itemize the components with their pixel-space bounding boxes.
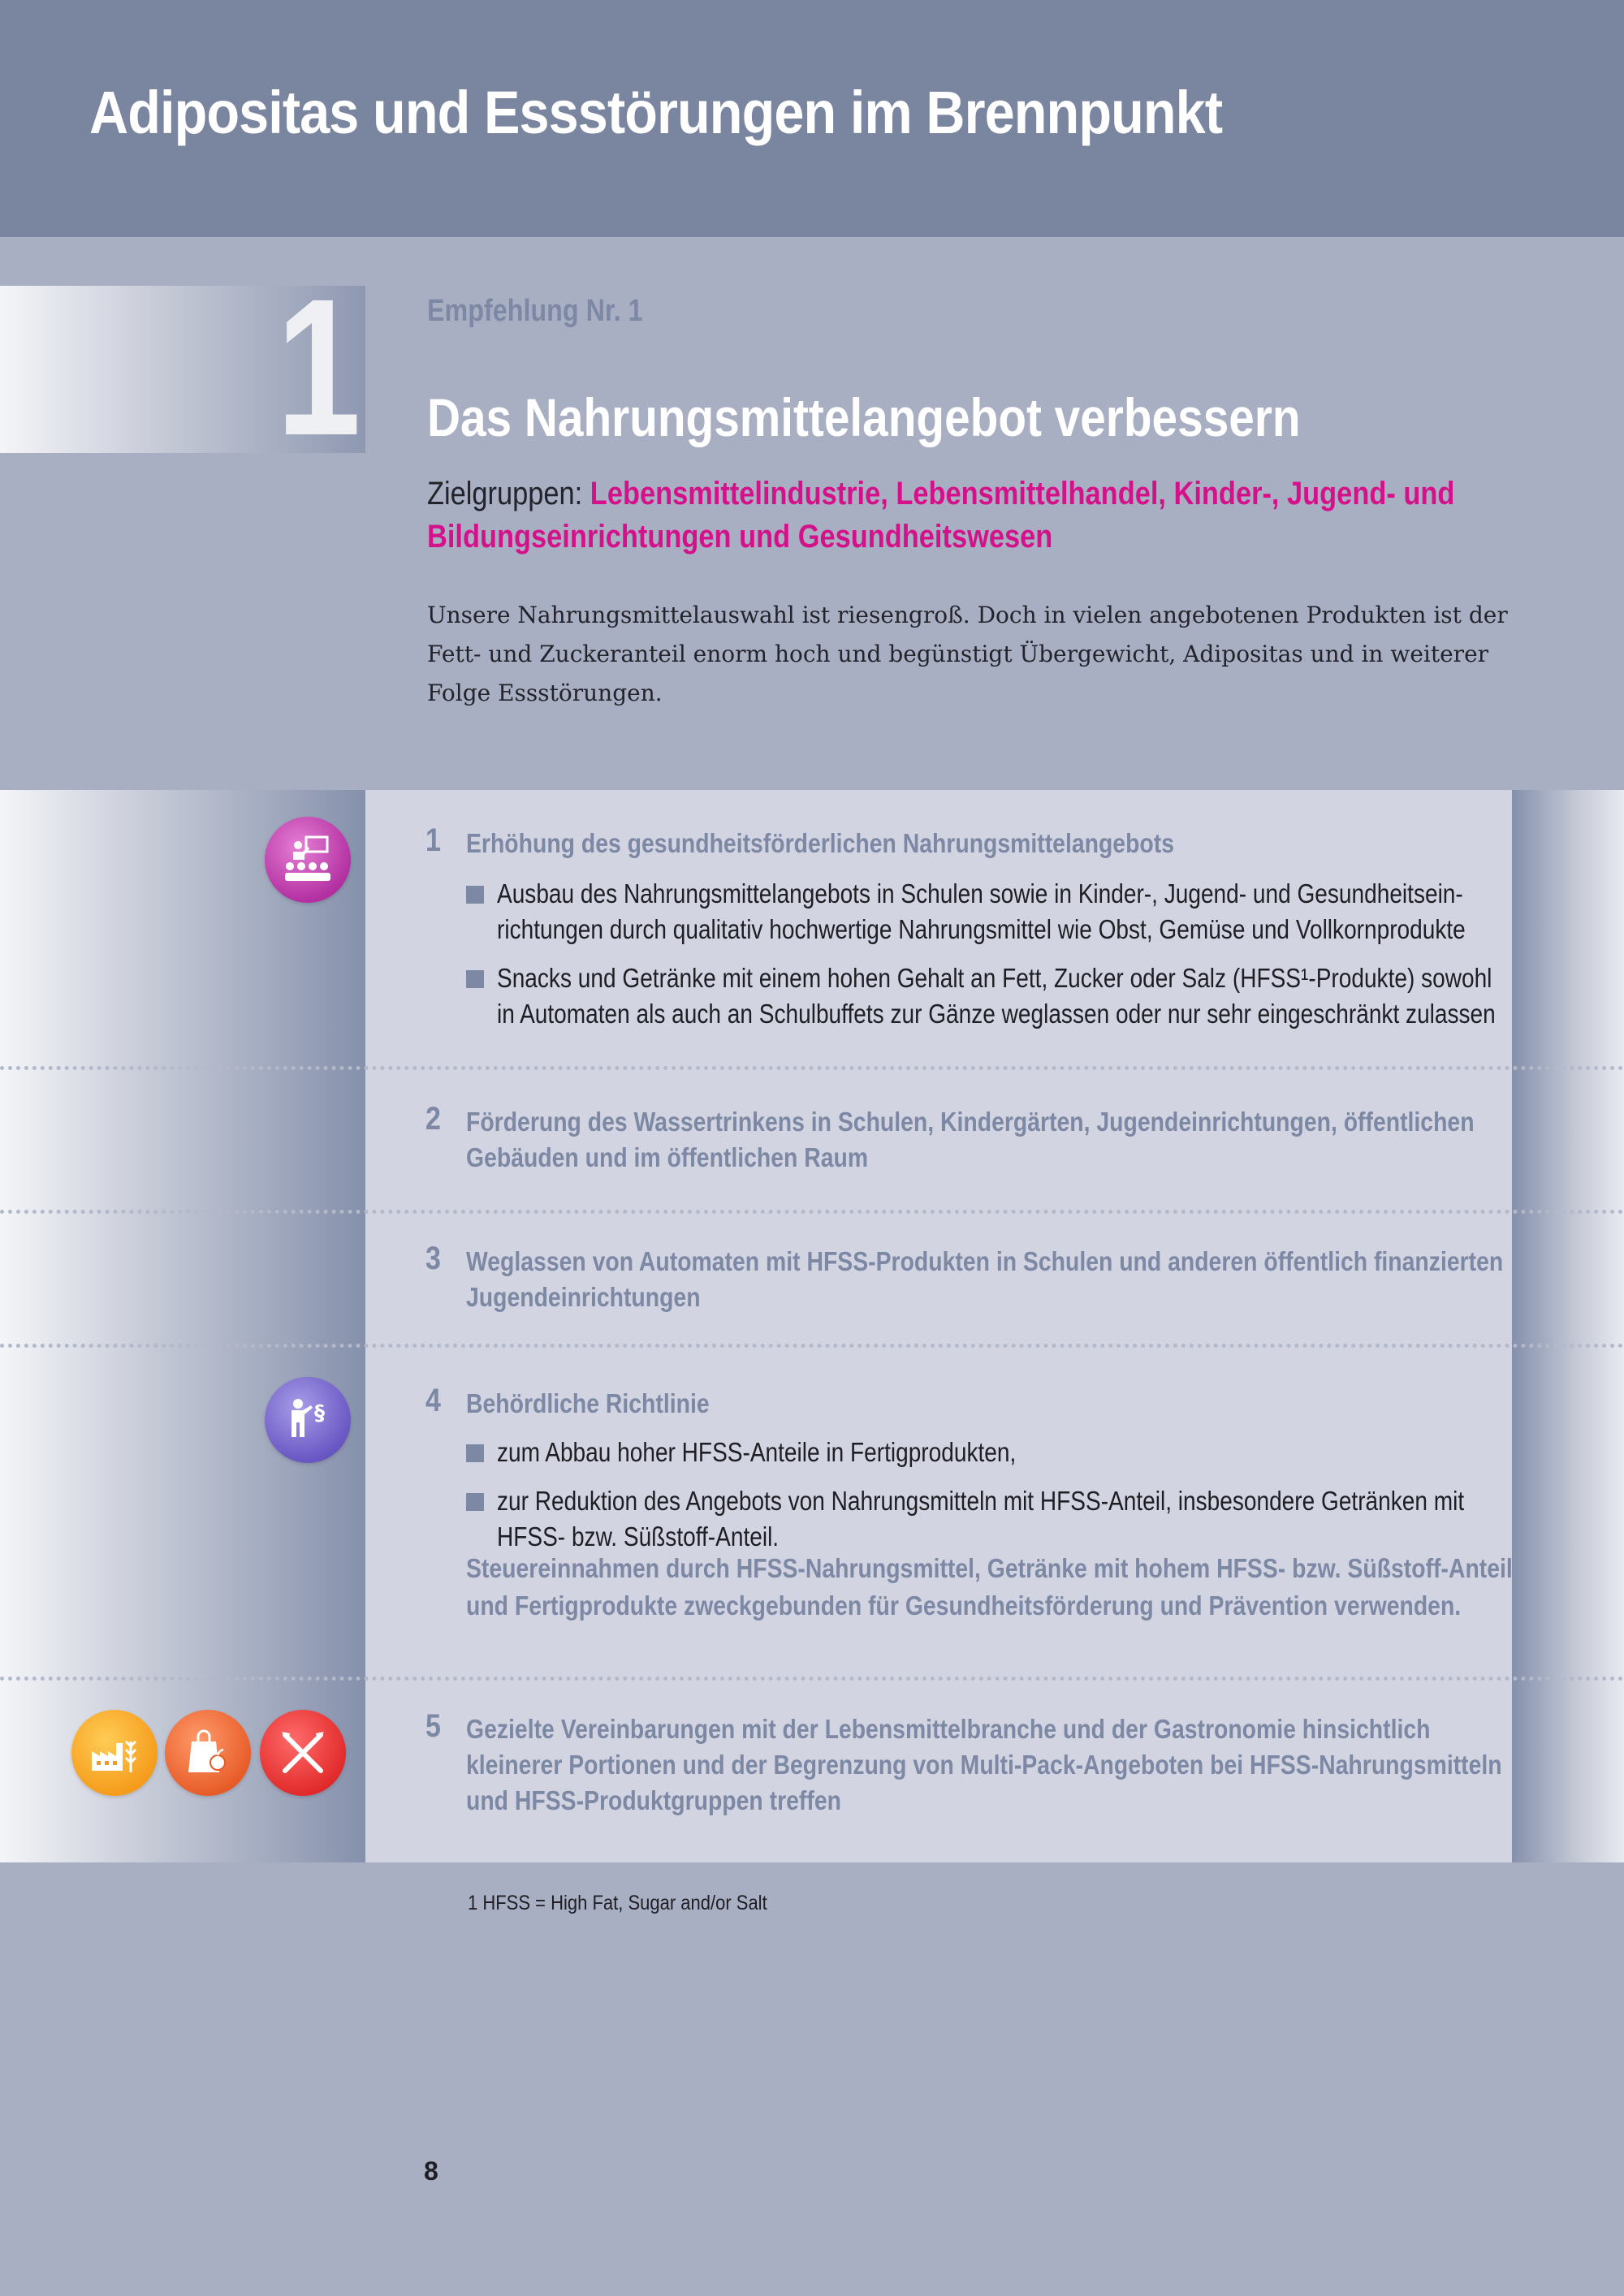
item-number: 4 bbox=[425, 1383, 441, 1418]
factory-grain-icon bbox=[71, 1710, 158, 1796]
bullet-item: Ausbau des Nahrungsmittelangebots in Schulen sowie in Kinder-, Jugend- und Gesundheitsein-richtungen durch qualitativ hochwertige Nahrungsmittel wie Obst, Gemüse und Vollkornprodukte bbox=[466, 876, 1514, 947]
classroom-teacher-icon bbox=[265, 817, 351, 903]
item-number: 3 bbox=[425, 1241, 441, 1276]
bullet-square bbox=[466, 1444, 484, 1462]
footnote: 1 HFSS = High Fat, Sugar and/or Salt bbox=[468, 1892, 767, 1914]
page-header-title: Adipositas und Essstörungen im Brennpunkt bbox=[89, 79, 1223, 146]
divider bbox=[0, 1210, 1624, 1214]
bullet-item: zum Abbau hoher HFSS-Anteile in Fertigprodukten, bbox=[466, 1435, 1514, 1470]
bullet-square bbox=[466, 886, 484, 904]
item-bullets bbox=[466, 876, 1514, 1045]
item-number: 2 bbox=[425, 1101, 441, 1137]
target-groups-value: Lebensmittelindustrie, Lebensmittelhandel, Kinder-, Jugend- und Bildungseinrichtungen und Gesundheitswesen bbox=[427, 476, 1455, 555]
header-band bbox=[0, 0, 1624, 237]
left-gradient-strip bbox=[0, 790, 365, 1862]
bullet-item: zur Reduktion des Angebots von Nahrungsmitteln mit HFSS-Anteil, insbesondere Getränken mit HFSS- bzw. Süßstoff-Anteil. bbox=[466, 1483, 1514, 1555]
bullet-square bbox=[466, 1493, 484, 1511]
target-groups-label: Zielgruppen: bbox=[427, 476, 583, 511]
item-heading: Behördliche Richtlinie bbox=[466, 1388, 710, 1418]
measures-list bbox=[0, 790, 1624, 1862]
bullet-item: Snacks und Getränke mit einem hohen Gehalt an Fett, Zucker oder Salz (HFSS¹-Produkte) sowohl in Automaten als auch an Schulbuffets zur Gänze weglassen oder nur sehr eingeschränkt zulassen bbox=[466, 960, 1514, 1032]
right-gradient-strip bbox=[1512, 790, 1624, 1862]
svg-text:§: § bbox=[314, 1401, 325, 1426]
recommendation-number-block bbox=[0, 286, 365, 453]
divider bbox=[0, 1677, 1624, 1681]
item-heading: Weglassen von Automaten mit HFSS-Produkten in Schulen und anderen öffentlich finanzierten Jugendeinrichtungen bbox=[466, 1246, 1504, 1312]
item-number: 5 bbox=[425, 1708, 441, 1744]
crossed-cutlery-icon bbox=[260, 1710, 346, 1796]
recommendation-title: Das Nahrungsmittelangebot verbessern bbox=[427, 387, 1301, 447]
item-number: 1 bbox=[425, 822, 441, 858]
item-bullets bbox=[466, 1435, 1514, 1568]
intro-paragraph: Unsere Nahrungsmittelauswahl ist riesengroß. Doch in vielen angebotenen Produkten ist der Fett- und Zuckeranteil enorm hoch und begünstigt Übergewicht, Adipositas und in weiterer Folge Essstörungen. bbox=[427, 602, 1508, 706]
authority-paragraph-icon bbox=[265, 1377, 351, 1463]
item-heading: Gezielte Vereinbarungen mit der Lebensmittelbranche und der Gastronomie hinsichtlich kleinerer Portionen und der Begrenzung von Multi-Pack-Angeboten bei HFSS-Nahrungsmitteln und HFSS-Produktgruppen treffen bbox=[466, 1714, 1502, 1815]
recommendation-eyebrow: Empfehlung Nr. 1 bbox=[427, 294, 643, 328]
target-groups bbox=[427, 473, 1556, 559]
item-heading: Förderung des Wassertrinkens in Schulen, Kindergärten, Jugendeinrichtungen, öffentlichen Gebäuden und im öffentlichen Raum bbox=[466, 1107, 1475, 1172]
item-note: Steuereinnahmen durch HFSS-Nahrungsmittel, Getränke mit hohem HFSS- bzw. Süßstoff-Anteil und Fertigprodukte zweckgebunden für Gesundheitsförderung und Prävention verwenden. bbox=[466, 1553, 1513, 1621]
page-number: 8 bbox=[424, 2156, 438, 2186]
shopping-bag-icon bbox=[165, 1710, 251, 1796]
recommendation-big-number: 1 bbox=[275, 286, 361, 453]
divider bbox=[0, 1344, 1624, 1348]
item-heading: Erhöhung des gesundheitsförderlichen Nahrungsmittelangebots bbox=[466, 828, 1174, 858]
bullet-square bbox=[466, 970, 484, 988]
divider bbox=[0, 1066, 1624, 1070]
